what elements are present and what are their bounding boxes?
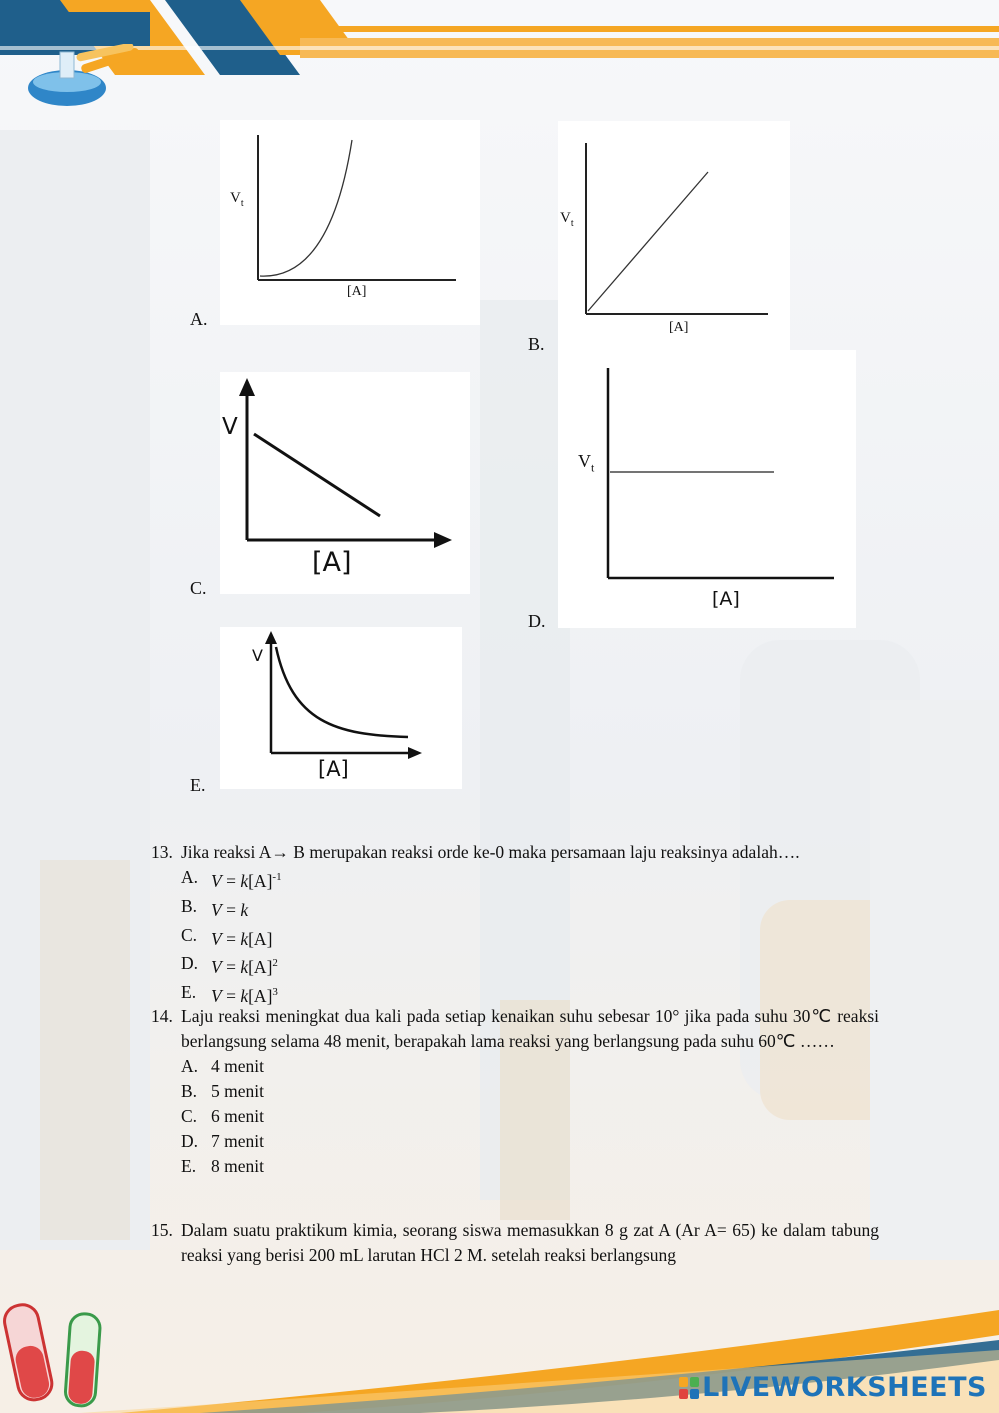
graph-b <box>558 121 790 351</box>
answer-option[interactable]: B. V = k <box>181 895 249 920</box>
graph-b-xlabel: [A] <box>669 320 689 335</box>
answer-option[interactable]: E. $V = k[A]^3$ <box>181 982 278 1007</box>
graph-e-letter: E. <box>190 775 206 795</box>
graph-a-ylabel: $V_t$ <box>230 190 244 209</box>
answer-option[interactable]: C. V = k[A] <box>181 924 273 949</box>
graph-d-letter: D. <box>528 611 546 631</box>
graph-b-plot <box>558 121 790 351</box>
question-13-text: Jika reaksi A→ B merupakan reaksi orde ke-0 maka persamaan laju reaksinya adalah…. <box>181 842 800 862</box>
brand-text: LIVEWORKSHEETS <box>702 1372 987 1403</box>
question-14-number: 14. <box>151 1006 173 1026</box>
graph-c-xlabel: [A] <box>312 547 352 578</box>
graph-e-xlabel: [A] <box>318 757 349 781</box>
answer-option[interactable]: A. 4 menit <box>181 1056 264 1076</box>
question-14 <box>151 1004 879 1179</box>
answer-option[interactable]: A. $V = k[A]^{-1}$ <box>181 867 282 891</box>
question-15-text: Dalam suatu praktikum kimia, seorang siswa memasukkan 8 g zat A (Ar A= 65) ke dalam tabung reaksi yang berisi 200 mL larutan HCl 2 M. setelah reaksi berlangsung <box>181 1220 879 1265</box>
question-15 <box>151 1218 879 1268</box>
graph-e <box>220 627 462 789</box>
graph-b-ylabel: $V_t$ <box>560 210 574 229</box>
brand-badge-icon <box>679 1377 699 1399</box>
graph-c <box>220 372 470 594</box>
graph-a-xlabel: [A] <box>347 284 367 299</box>
graph-a-letter: A. <box>190 309 208 329</box>
graph-a <box>220 120 480 325</box>
graph-b-letter: B. <box>528 334 545 354</box>
header-banner <box>0 0 999 115</box>
test-tube-icon <box>0 1296 115 1413</box>
answer-option[interactable]: D. $V = k[A]^2$ <box>181 953 278 978</box>
graph-c-letter: C. <box>190 578 207 598</box>
answer-option[interactable]: E. 8 menit <box>181 1156 264 1176</box>
question-13-number: 13. <box>151 842 173 862</box>
answer-option[interactable]: D. 7 menit <box>181 1131 264 1151</box>
question-14-text: Laju reaksi meningkat dua kali pada setiap kenaikan suhu sebesar 10° jika pada suhu 30℃ reaksi berlangsung selama 48 menit, berapakah lama reaksi yang berlangsung pada suhu 60℃ …… <box>181 1006 879 1051</box>
flask-logo-icon <box>22 44 142 110</box>
question-13 <box>151 840 881 1009</box>
liveworksheets-logo <box>679 1372 987 1403</box>
graph-c-ylabel: V <box>222 414 238 440</box>
graph-d-xlabel: [A] <box>712 588 740 610</box>
graph-d-ylabel: $V_t$ <box>578 451 595 475</box>
graph-d <box>558 350 856 628</box>
question-15-number: 15. <box>151 1220 173 1240</box>
graph-d-plot <box>558 350 856 628</box>
graph-e-ylabel: V <box>252 646 263 665</box>
answer-option[interactable]: B. 5 menit <box>181 1081 264 1101</box>
answer-option[interactable]: C. 6 menit <box>181 1106 264 1126</box>
